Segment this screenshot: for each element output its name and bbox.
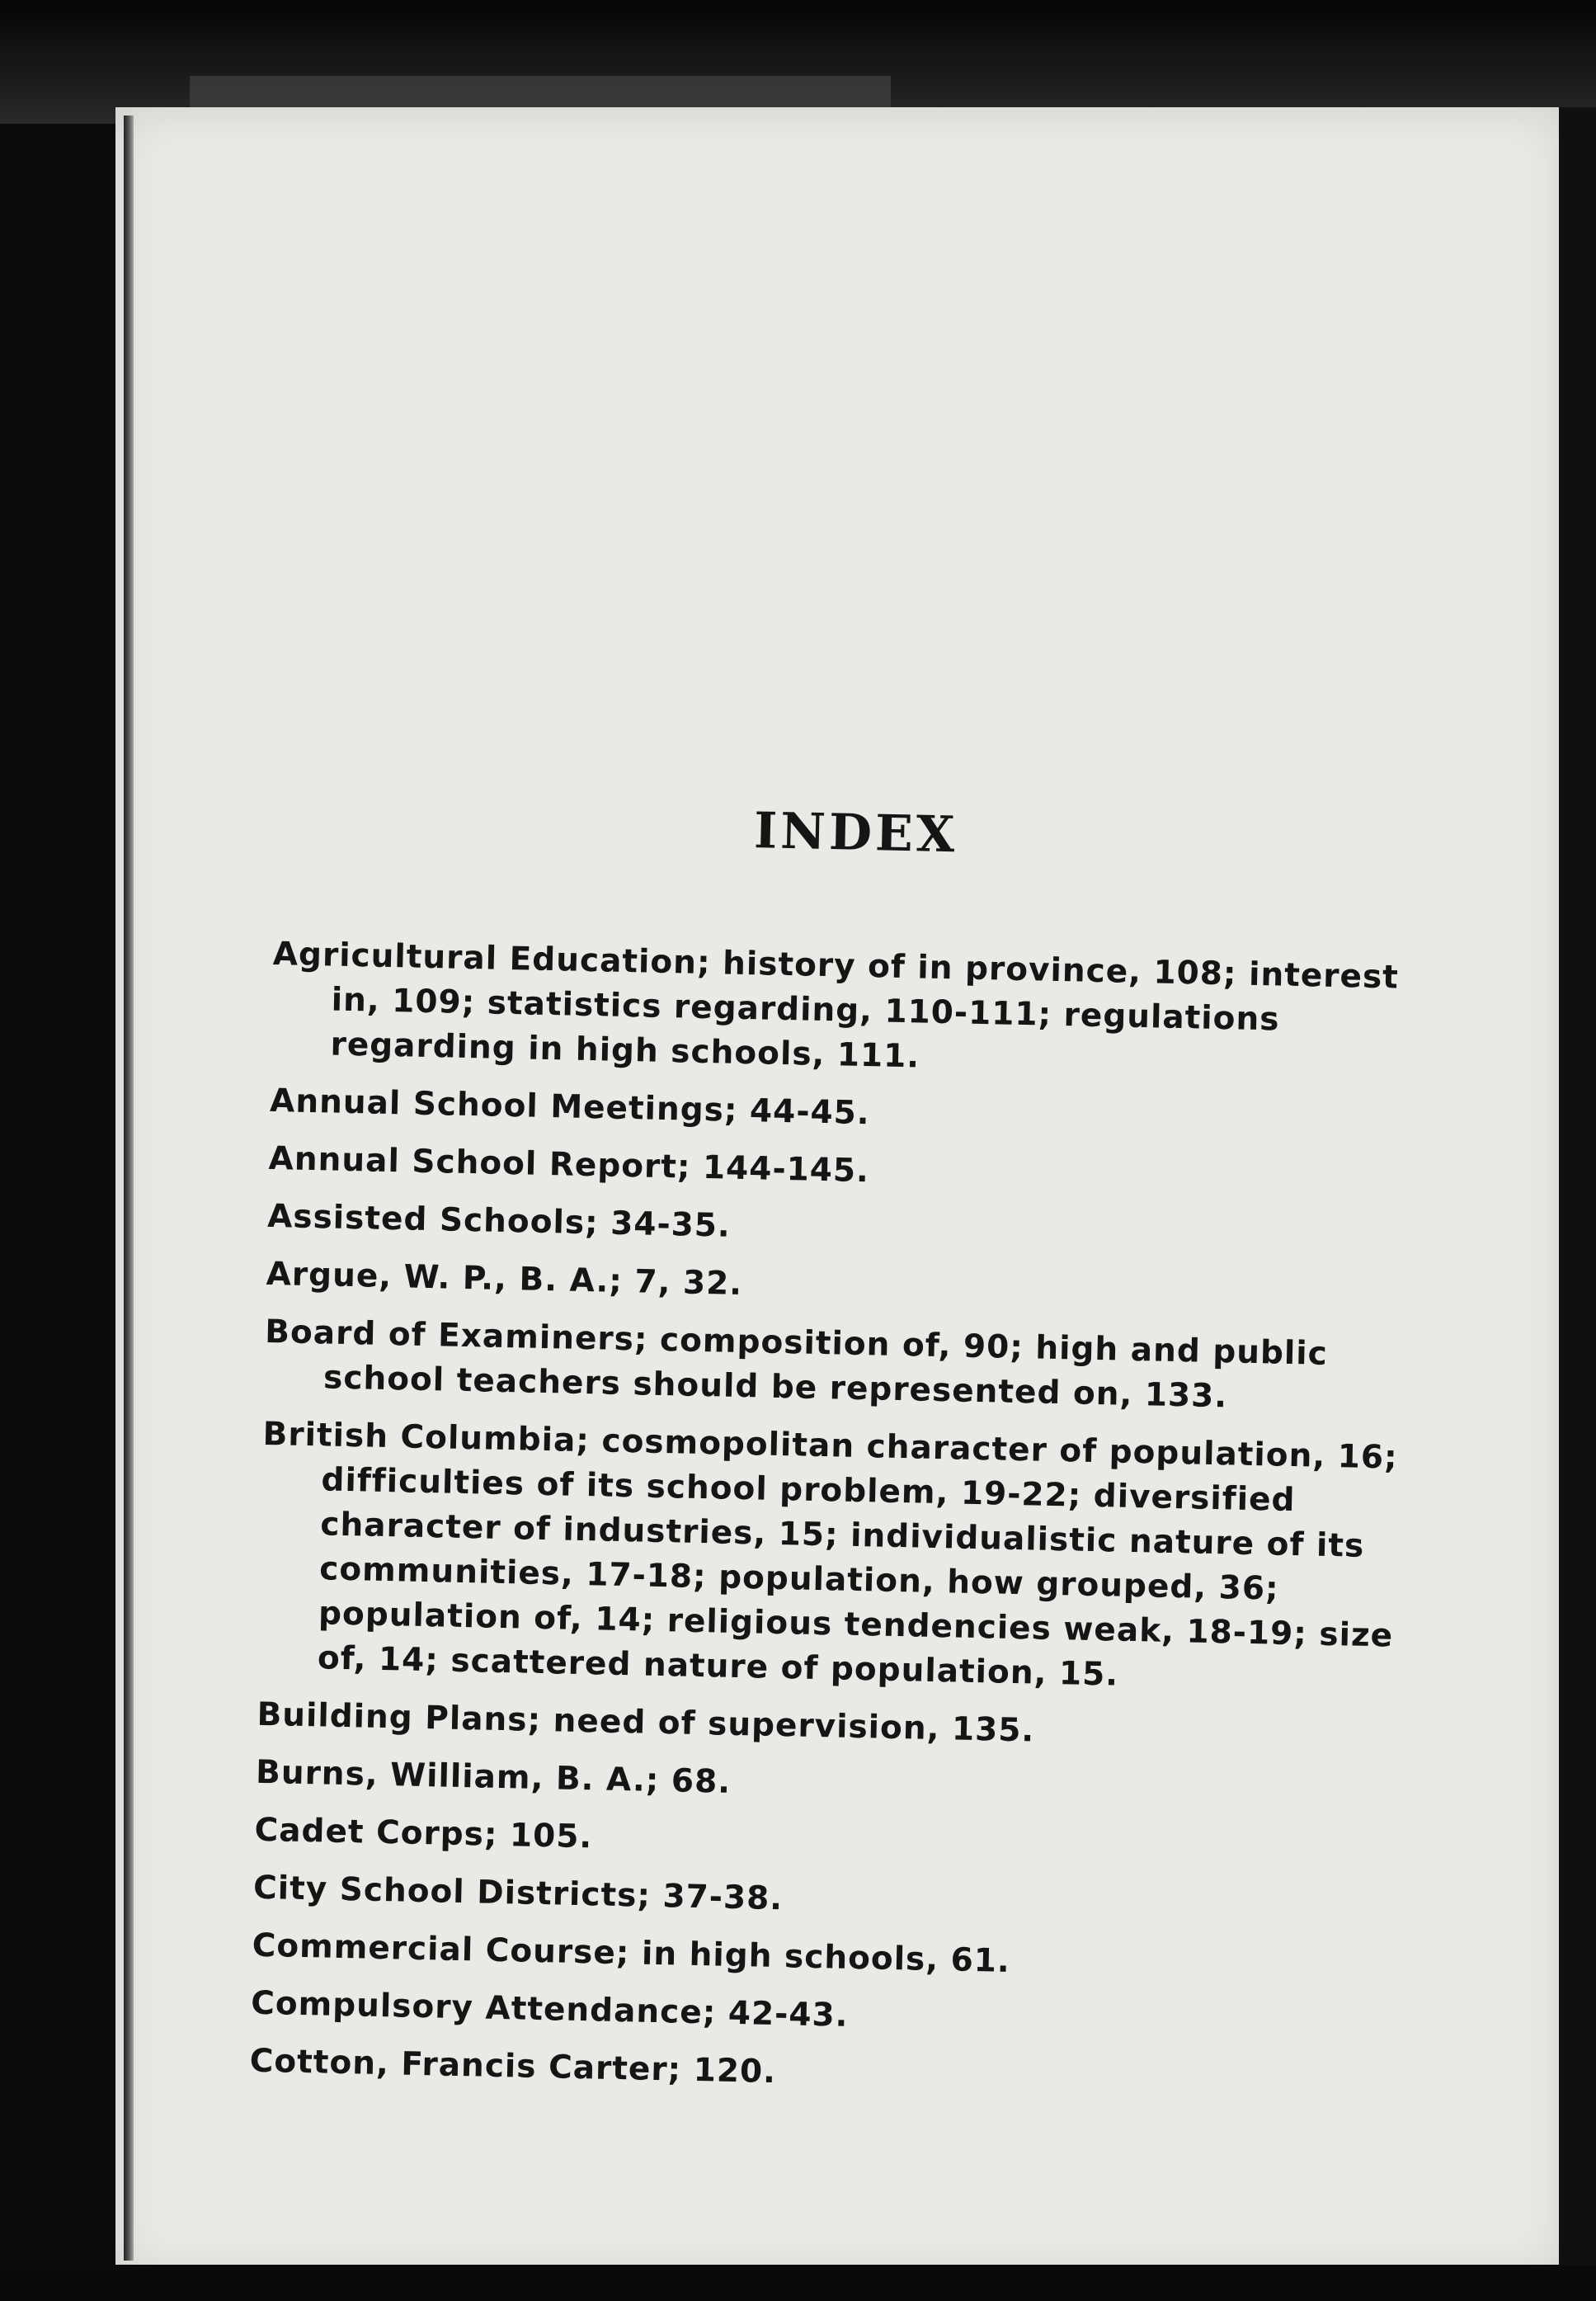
- index-title: INDEX: [753, 802, 959, 865]
- index-entry: Board of Examiners; composition of, 90; high and public school teachers should be represented on, 133.: [264, 1313, 1329, 1416]
- scan-right-border: [1559, 107, 1596, 2301]
- scan-bottom-border: [0, 2265, 1596, 2301]
- index-entry-list: [249, 932, 1411, 2108]
- index-entry: Agricultural Education; history of in province, 108; interest in, 109; statistics regarding, 110-111; regulations regarding in high schools, 111.: [272, 935, 1400, 1076]
- index-entry: Burns, William, B. A.; 68.: [255, 1753, 732, 1801]
- index-entry: Compulsory Attendance; 42-43.: [250, 1984, 849, 2035]
- index-entry: Cadet Corps; 105.: [254, 1811, 593, 1856]
- index-entry: Annual School Report; 144-145.: [268, 1139, 870, 1191]
- index-entry: City School Districts; 37-38.: [252, 1869, 784, 1918]
- index-entry: Argue, W. P., B. A.; 7, 32.: [266, 1255, 743, 1303]
- page-gutter-edge: [124, 116, 134, 2261]
- index-entry: British Columbia; cosmopolitan character of population, 16; difficulties of its school problem, 19-22; diversified character of industries, 15; individualistic nature of its communities, 17-18; population, how grouped, 36; population of, 14; religious tendencies weak, 18-19; size of, 14; scattered nature of population, 15.: [262, 1415, 1399, 1694]
- index-entry: Assisted Schools; 34-35.: [266, 1197, 732, 1245]
- index-entry: Commercial Course; in high schools, 61.: [252, 1926, 1011, 1980]
- index-entry: Cotton, Francis Carter; 120.: [249, 2042, 777, 2091]
- index-entry: Building Plans; need of supervision, 135.: [257, 1695, 1035, 1750]
- index-section: [249, 792, 1415, 2121]
- index-entry: Annual School Meetings; 44-45.: [269, 1082, 871, 1133]
